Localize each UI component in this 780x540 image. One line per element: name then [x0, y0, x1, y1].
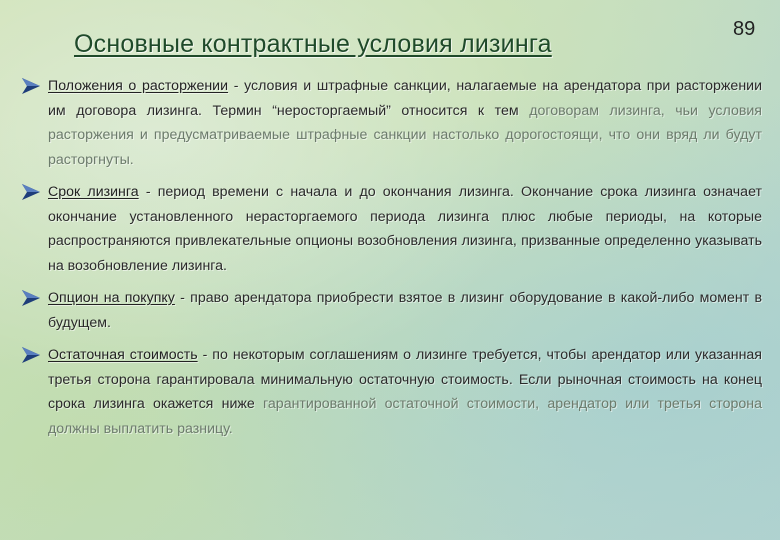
term-label: Срок лизинга — [48, 184, 139, 200]
term-definition: - период времени с начала и до окончания лизинга. Окончание срока лизинга означает окончание установленного нерасторгаемого периода лизинга плюс любые периоды, на которые распространяются привлекательные опционы возобновления лизинга, призванные определенно указывать на возобновление лизинга. — [48, 184, 762, 274]
list-item — [22, 343, 762, 441]
arrowhead-bullet-icon — [22, 347, 48, 363]
page-number: 89 — [733, 18, 756, 40]
term-label: Остаточная стоимость — [48, 347, 198, 363]
bullet-list — [22, 74, 762, 449]
term-definition: - по некоторым соглашениям о лизинге требуется, чтобы арендатор или указанная третья сторона гарантировала минимальную остаточную стоимость. Если рыночная стоимость на конец срока лизинга окажется ниже — [48, 347, 762, 412]
term-label: Опцион на покупку — [48, 290, 175, 306]
list-item-text — [48, 343, 762, 441]
term-definition-continued: договорам лизинга, чьи условия расторжения и предусматриваемые штрафные санкции настолько дорогостоящи, что они вряд ли будут расторгнуты. — [48, 102, 762, 168]
list-item-text — [48, 286, 762, 335]
list-item-text — [48, 180, 762, 278]
list-item — [22, 74, 762, 172]
arrowhead-bullet-icon — [22, 78, 48, 94]
term-definition: - право арендатора приобрести взятое в лизинг оборудование в какой-либо момент в будущем. — [48, 290, 763, 331]
term-definition: - условия и штрафные санкции, налагаемые на арендатора при расторжении им договора лизинга. Термин “неросторгаемый” относится к тем — [48, 78, 762, 119]
arrowhead-bullet-icon — [22, 290, 48, 306]
arrowhead-bullet-icon — [22, 184, 48, 200]
list-item — [22, 180, 762, 278]
list-item-text — [48, 74, 762, 172]
slide-title: Основные контрактные условия лизинга — [74, 30, 552, 58]
list-item — [22, 286, 762, 335]
term-label: Положения о расторжении — [48, 78, 229, 94]
term-definition-continued: гарантированной остаточной стоимости, арендатор или третья сторона должны выплатить разницу. — [48, 396, 762, 437]
